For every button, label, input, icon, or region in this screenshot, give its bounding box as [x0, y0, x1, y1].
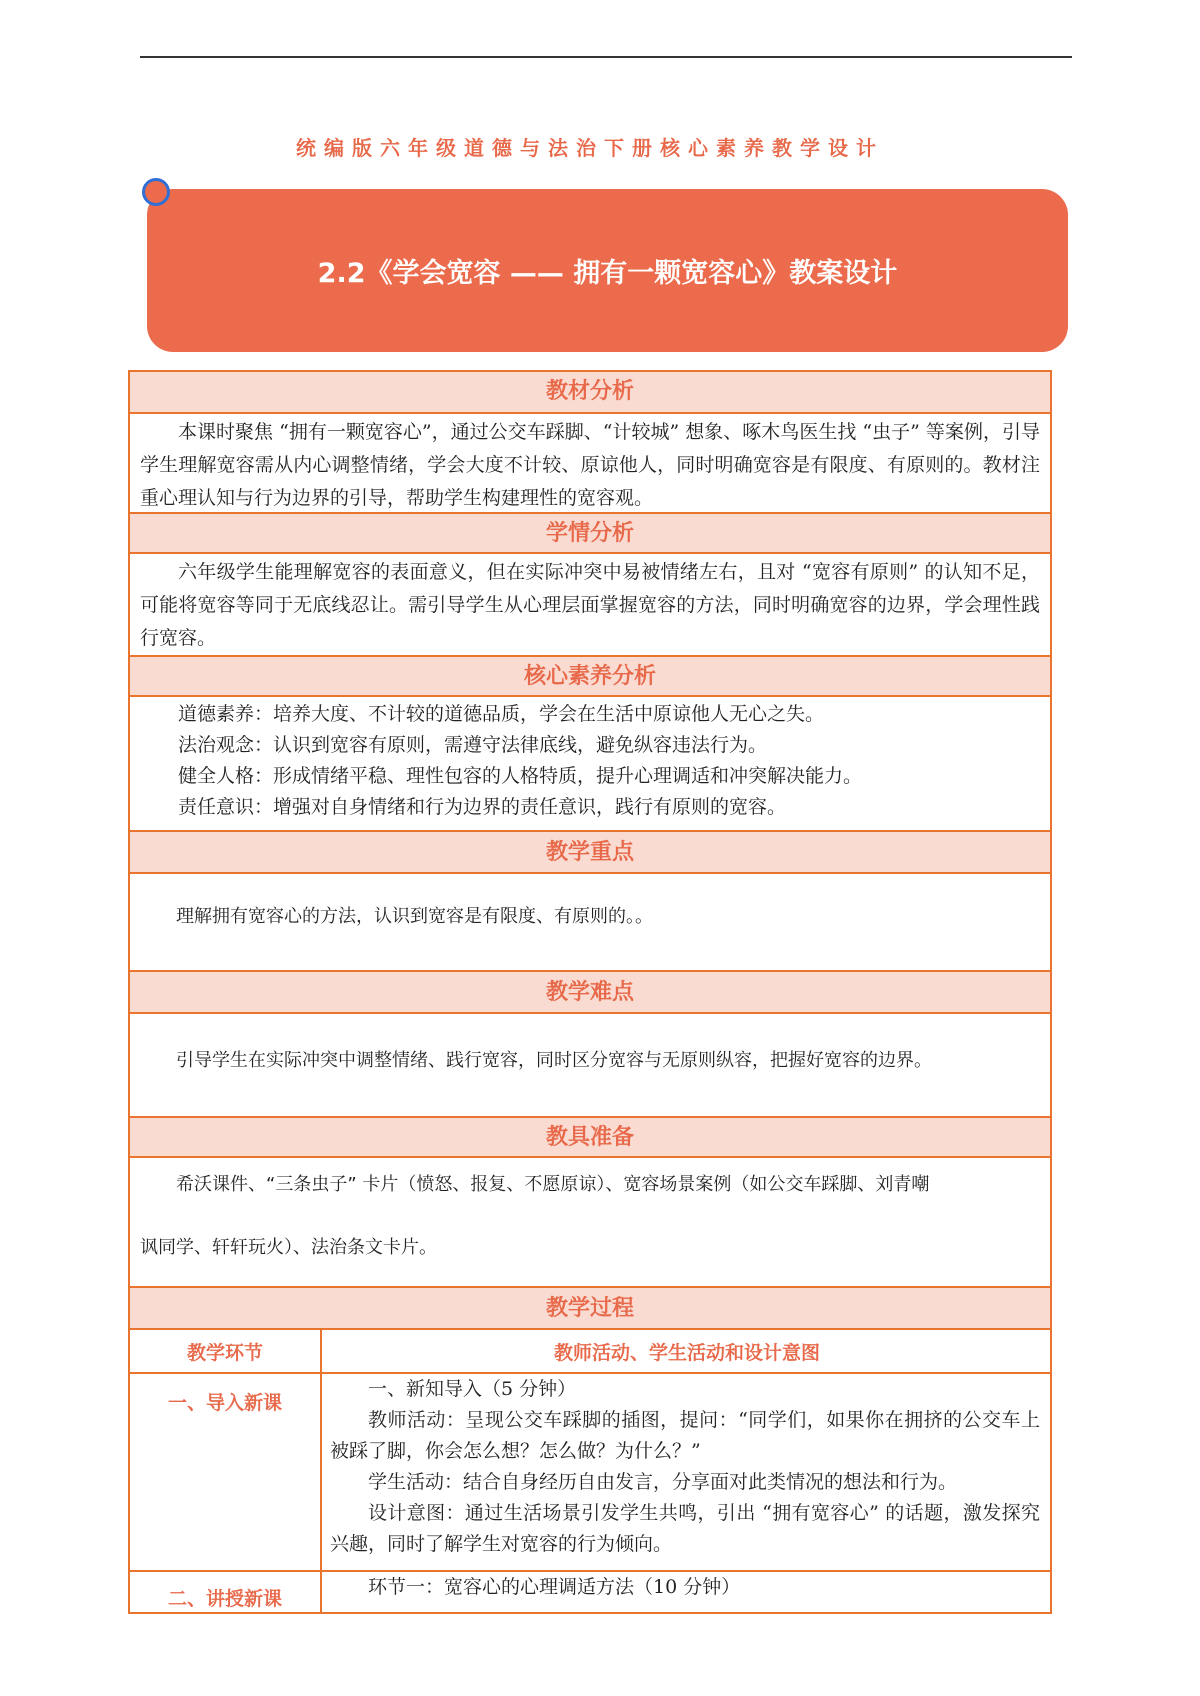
materials-text — [140, 1170, 1040, 1263]
stage-label-intro: 一、导入新课 — [167, 1392, 282, 1414]
section-heading-textbook: 教材分析 — [130, 372, 1050, 414]
materials-line-2: 讽同学、轩轩玩火）、法治条文卡片。 — [140, 1237, 437, 1258]
materials-line-1: 希沃课件、“三条虫子” 卡片（愤怒、报复、不愿原谅）、宽容场景案例（如公交车踩脚、刘青嘲 — [176, 1174, 930, 1195]
section-heading-process: 教学过程 — [130, 1286, 1050, 1330]
activity-line: 设计意图：通过生活场景引发学生共鸣，引出 “拥有宽容心” 的话题，激发探究兴趣，同时了解学生对宽容的行为倾向。 — [330, 1502, 1040, 1555]
literacy-item: 道德素养：培养大度、不计较的道德品质，学会在生活中原谅他人无心之失。 — [178, 703, 825, 725]
page-title: 2.2《学会宽容 —— 拥有一颗宽容心》教案设计 — [317, 258, 898, 289]
section-heading-difficulties: 教学难点 — [130, 970, 1050, 1014]
difficulties-text: 引导学生在实际冲突中调整情绪、践行宽容，同时区分宽容与无原则纵容，把握好宽容的边界。 — [176, 1050, 932, 1071]
activity-line: 教师活动：呈现公交车踩脚的插图，提问：“同学们，如果你在拥挤的公交车上被踩了脚，你会怎么想？怎么做？为什么？” — [330, 1409, 1040, 1462]
process-table — [130, 1330, 1050, 1614]
literacy-list — [140, 699, 1040, 823]
literacy-item: 法治观念：认识到宽容有原则，需遵守法律底线，避免纵容违法行为。 — [178, 734, 768, 756]
activity-line: 学生活动：结合自身经历自由发言，分享面对此类情况的想法和行为。 — [368, 1471, 958, 1493]
activity-line: 环节一：宽容心的心理调适方法（10 分钟） — [368, 1576, 741, 1598]
lesson-plan-table — [128, 370, 1052, 1614]
banner-dot-decoration — [142, 178, 170, 206]
section-heading-students: 学情分析 — [130, 512, 1050, 554]
key-points-text: 理解拥有宽容心的方法，认识到宽容是有限度、有原则的。。 — [176, 906, 653, 927]
stage-content-intro — [330, 1374, 1040, 1560]
textbook-analysis-text: 本课时聚焦 “拥有一颗宽容心”，通过公交车踩脚、“计较城” 想象、啄木鸟医生找 “虫子” 等案例，引导学生理解宽容需从内心调整情绪，学会大度不计较、原谅他人，同时明确宽容是有限度、有原则的。教材注重心理认知与行为边界的引导，帮助学生构建理性的宽容观。 — [140, 421, 1040, 509]
section-heading-literacy: 核心素养分析 — [130, 655, 1050, 697]
student-analysis-text: 六年级学生能理解宽容的表面意义，但在实际冲突中易被情绪左右，且对 “宽容有原则” 的认知不足，可能将宽容等同于无底线忍让。需引导学生从心理层面掌握宽容的方法，同时明确宽容的边界，学会理性践行宽容。 — [140, 561, 1040, 649]
top-rule — [140, 56, 1072, 58]
column-header-activities: 教师活动、学生活动和设计意图 — [553, 1342, 820, 1364]
section-heading-materials: 教具准备 — [130, 1116, 1050, 1158]
literacy-item: 健全人格：形成情绪平稳、理性包容的人格特质，提升心理调适和冲突解决能力。 — [178, 765, 863, 787]
page-header: 统编版六年级道德与法治下册核心素养教学设计 — [296, 136, 884, 160]
stage-label-new-lesson: 二、讲授新课 — [167, 1588, 282, 1610]
activity-line: 一、新知导入（5 分钟） — [368, 1378, 577, 1400]
literacy-item: 责任意识：增强对自身情绪和行为边界的责任意识，践行有原则的宽容。 — [178, 796, 787, 818]
stage-content-new-lesson — [330, 1572, 1040, 1603]
title-banner — [147, 189, 1068, 352]
column-header-stage: 教学环节 — [186, 1342, 263, 1364]
section-heading-key-points: 教学重点 — [130, 830, 1050, 874]
